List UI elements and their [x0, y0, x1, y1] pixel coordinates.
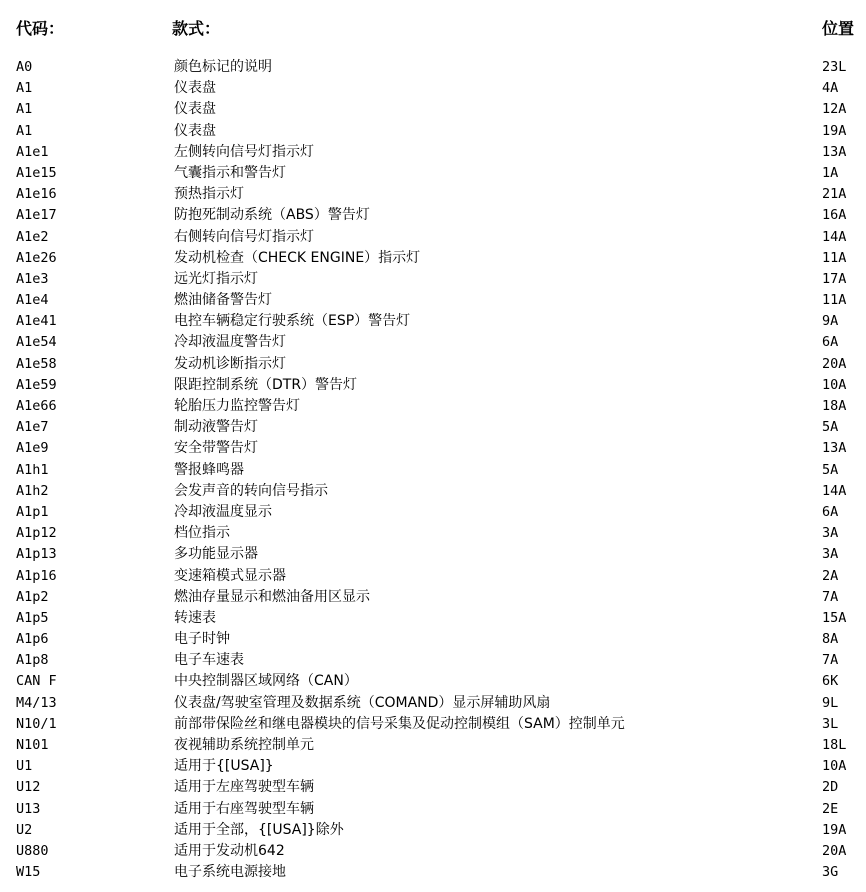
component-location: 20A [822, 842, 847, 859]
component-code: A1p16 [16, 567, 57, 584]
table-row [0, 608, 866, 629]
component-location: 2A [822, 567, 839, 584]
component-location: 3A [822, 525, 839, 542]
table-row [0, 862, 866, 883]
table-row [0, 184, 866, 205]
component-description: 适用于发动机642 [174, 842, 285, 859]
component-code: M4/13 [16, 694, 57, 711]
component-description: 适用于{[USA]} [174, 758, 274, 775]
table-row [0, 777, 866, 798]
table-row [0, 142, 866, 163]
component-code: A0 [16, 59, 33, 75]
table-row [0, 714, 866, 735]
table-row [0, 650, 866, 671]
location-column-header: 位置 [822, 19, 855, 38]
component-location: 11A [822, 249, 847, 266]
component-location: 16A [822, 207, 847, 224]
component-code: CAN F [16, 673, 57, 690]
component-location: 12A [822, 101, 847, 118]
component-code: A1e54 [16, 334, 57, 351]
component-code: A1e17 [16, 207, 57, 224]
component-location: 3A [822, 546, 839, 563]
table-row [0, 417, 866, 438]
component-code: A1 [16, 122, 33, 139]
component-location: 8A [822, 631, 839, 648]
component-location: 23L [822, 59, 847, 75]
component-code: A1e15 [16, 164, 57, 181]
table-row [0, 841, 866, 862]
table-row [0, 311, 866, 332]
table-row [0, 502, 866, 523]
table-row [0, 566, 866, 587]
component-description: 发动机检查（CHECK ENGINE）指示灯 [174, 249, 421, 266]
component-description: 仪表盘 [174, 122, 216, 139]
component-location: 6A [822, 334, 839, 351]
component-location: 11A [822, 292, 847, 309]
component-code: A1e2 [16, 228, 49, 245]
component-description: 中央控制器区域网络（CAN） [174, 673, 358, 690]
component-location: 9A [822, 313, 839, 330]
component-location: 13A [822, 143, 847, 160]
component-code: A1e59 [16, 376, 57, 393]
component-code: A1h2 [16, 482, 49, 499]
table-row [0, 78, 866, 99]
component-location: 3G [822, 864, 839, 881]
table-row [0, 799, 866, 820]
component-code: U1 [16, 758, 33, 775]
component-description: 安全带警告灯 [174, 440, 258, 457]
component-location: 14A [822, 228, 847, 245]
component-code: U12 [16, 779, 41, 796]
component-description: 电控车辆稳定行驶系统（ESP）警告灯 [174, 313, 411, 330]
table-row [0, 354, 866, 375]
component-code: A1p13 [16, 546, 57, 563]
component-location: 5A [822, 461, 839, 478]
table-row [0, 820, 866, 841]
table-row [0, 671, 866, 692]
table-row [0, 629, 866, 650]
table-row [0, 269, 866, 290]
component-location: 7A [822, 588, 839, 605]
component-description: 会发声音的转向信号指示 [174, 482, 328, 499]
component-description: 转速表 [174, 609, 216, 626]
component-description: 右侧转向信号灯指示灯 [174, 228, 314, 245]
component-location: 15A [822, 609, 847, 626]
component-description: 左侧转向信号灯指示灯 [174, 143, 314, 160]
table-row [0, 438, 866, 459]
component-description: 冷却液温度警告灯 [174, 334, 286, 351]
component-code: A1p1 [16, 503, 49, 520]
component-description: 防抱死制动系统（ABS）警告灯 [174, 207, 370, 224]
component-table [0, 57, 866, 883]
component-location: 9L [822, 694, 839, 711]
component-location: 1A [822, 164, 839, 181]
component-location: 4A [822, 80, 839, 97]
component-description: 限距控制系统（DTR）警告灯 [174, 376, 358, 393]
table-row [0, 163, 866, 184]
table-header [0, 16, 866, 42]
component-location: 5A [822, 419, 839, 436]
component-location: 14A [822, 482, 847, 499]
table-row [0, 57, 866, 78]
component-location: 18A [822, 398, 847, 414]
table-row [0, 460, 866, 481]
table-row [0, 99, 866, 120]
component-description: 远光灯指示灯 [174, 270, 258, 287]
component-description: 电子系统电源接地 [174, 864, 286, 881]
component-description: 轮胎压力监控警告灯 [174, 398, 300, 414]
component-code: A1 [16, 101, 33, 118]
code-column-header: 代码： [16, 19, 65, 38]
component-code: N10/1 [16, 715, 57, 732]
component-location: 21A [822, 186, 847, 203]
component-description: 发动机诊断指示灯 [174, 355, 286, 372]
component-description: 气囊指示和警告灯 [174, 164, 286, 181]
component-location: 19A [822, 122, 847, 139]
component-code: A1e1 [16, 143, 49, 160]
component-code: A1p12 [16, 525, 57, 542]
component-description: 制动液警告灯 [174, 419, 258, 436]
component-code: A1e3 [16, 270, 49, 287]
component-code: A1h1 [16, 461, 49, 478]
component-description: 仪表盘 [174, 80, 216, 97]
table-row [0, 735, 866, 756]
table-row [0, 205, 866, 226]
component-code: U13 [16, 800, 41, 817]
table-row [0, 587, 866, 608]
component-description: 电子时钟 [174, 631, 230, 648]
component-description: 档位指示 [174, 525, 230, 542]
component-location: 18L [822, 737, 847, 753]
component-description: 冷却液温度显示 [174, 503, 272, 520]
component-description: 适用于全部，{[USA]}除外 [174, 821, 344, 838]
component-code: A1p8 [16, 652, 49, 669]
component-location: 6K [822, 673, 839, 690]
table-row [0, 693, 866, 714]
component-description: 仪表盘 [174, 101, 216, 118]
component-description: 电子车速表 [174, 652, 244, 669]
component-code: A1p2 [16, 588, 49, 605]
component-code: N101 [16, 737, 49, 753]
component-code: W15 [16, 864, 41, 881]
table-row [0, 290, 866, 311]
component-code: A1e4 [16, 292, 49, 309]
component-code: A1e41 [16, 313, 57, 330]
component-location: 7A [822, 652, 839, 669]
component-code: U2 [16, 821, 33, 838]
table-row [0, 227, 866, 248]
table-row [0, 121, 866, 142]
table-row [0, 481, 866, 502]
component-code: A1e7 [16, 419, 49, 436]
component-location: 3L [822, 715, 839, 732]
component-description: 适用于左座驾驶型车辆 [174, 779, 314, 796]
component-description: 燃油存量显示和燃油备用区显示 [174, 588, 370, 605]
component-location: 13A [822, 440, 847, 457]
component-code: A1 [16, 80, 33, 97]
component-location: 20A [822, 355, 847, 372]
table-row [0, 375, 866, 396]
component-code: U880 [16, 842, 49, 859]
component-code: A1e9 [16, 440, 49, 457]
component-location: 2E [822, 800, 839, 817]
table-row [0, 756, 866, 777]
component-description: 前部带保险丝和继电器模块的信号采集及促动控制模组（SAM）控制单元 [174, 715, 625, 732]
table-row [0, 332, 866, 353]
table-row [0, 396, 866, 417]
component-code: A1p5 [16, 609, 49, 626]
component-description: 多功能显示器 [174, 546, 258, 563]
component-description: 仪表盘/驾驶室管理及数据系统（COMAND）显示屏辅助风扇 [174, 694, 551, 711]
component-location: 6A [822, 503, 839, 520]
component-code: A1p6 [16, 631, 49, 648]
table-row [0, 248, 866, 269]
component-code: A1e66 [16, 398, 57, 414]
description-column-header: 款式： [172, 19, 221, 38]
component-location: 10A [822, 376, 847, 393]
component-code: A1e26 [16, 249, 57, 266]
component-description: 颜色标记的说明 [174, 59, 272, 75]
table-row [0, 523, 866, 544]
component-location: 10A [822, 758, 847, 775]
component-location: 17A [822, 270, 847, 287]
component-location: 19A [822, 821, 847, 838]
table-row [0, 544, 866, 565]
component-description: 夜视辅助系统控制单元 [174, 737, 314, 753]
component-description: 适用于右座驾驶型车辆 [174, 800, 314, 817]
component-code: A1e58 [16, 355, 57, 372]
component-location: 2D [822, 779, 839, 796]
component-description: 变速箱模式显示器 [174, 567, 286, 584]
component-description: 预热指示灯 [174, 186, 244, 203]
component-description: 警报蜂鸣器 [174, 461, 244, 478]
component-description: 燃油储备警告灯 [174, 292, 272, 309]
component-code: A1e16 [16, 186, 57, 203]
